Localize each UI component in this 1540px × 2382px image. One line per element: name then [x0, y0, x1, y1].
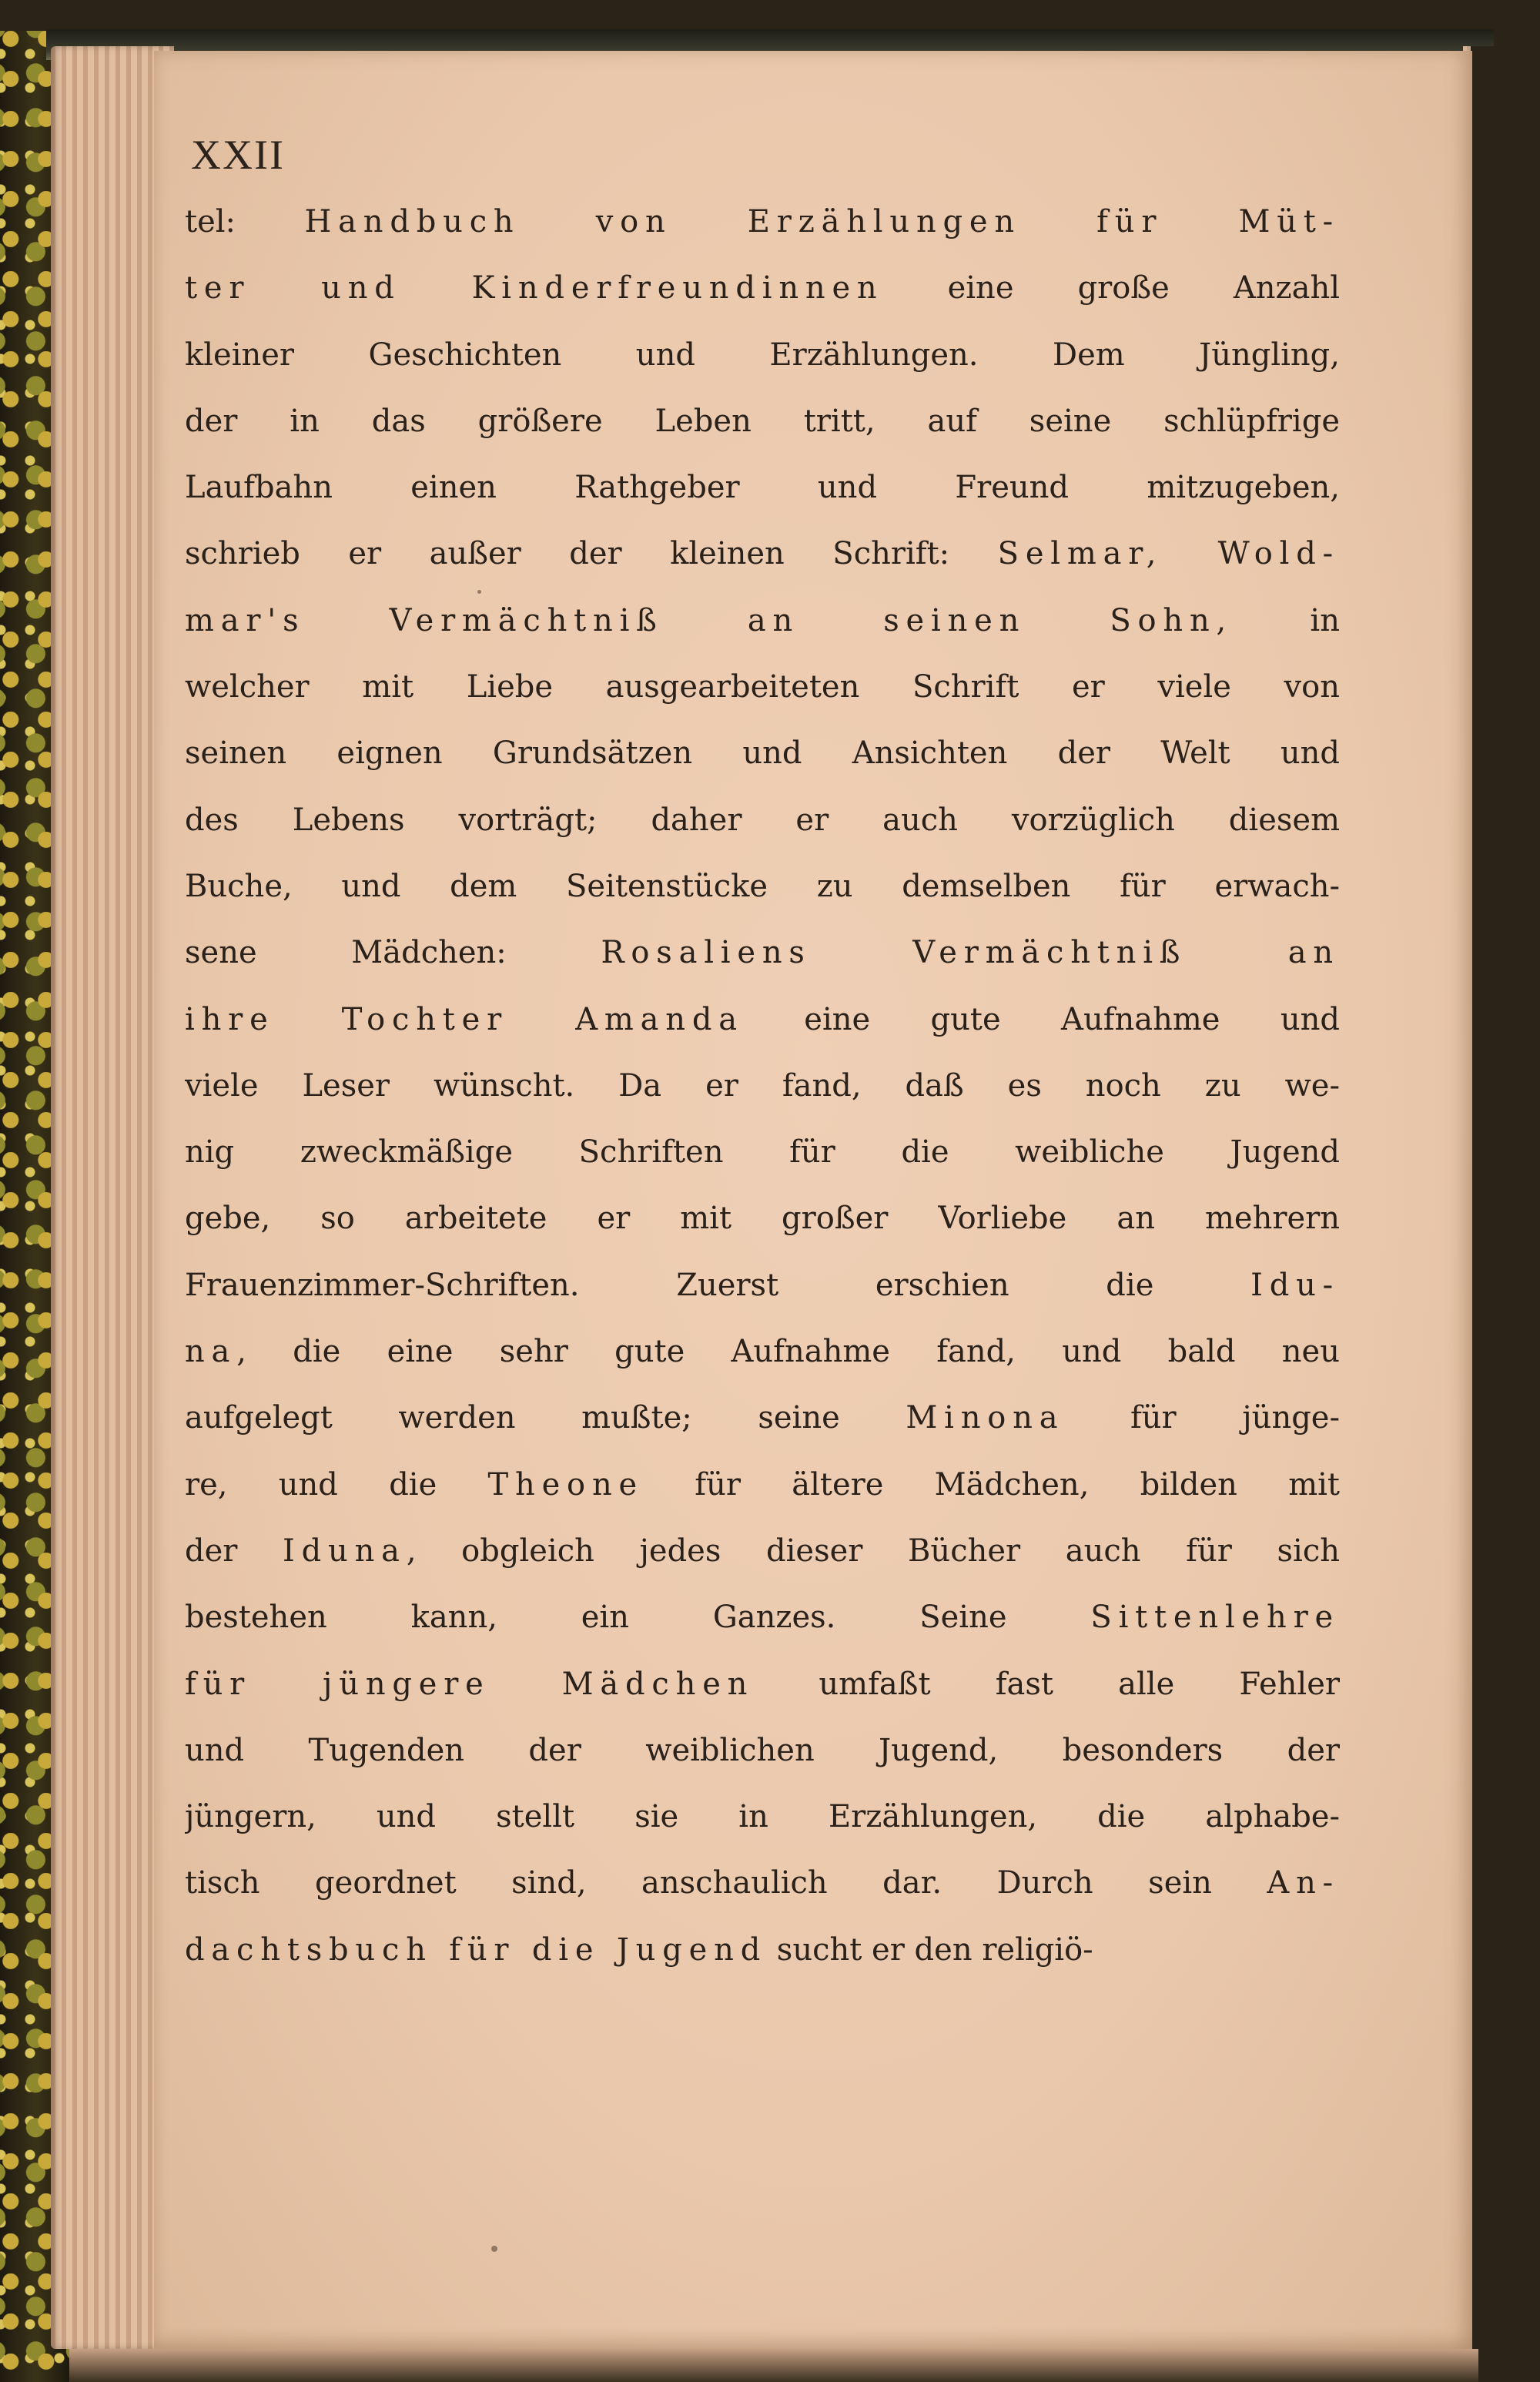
text-segment: in: [1233, 602, 1340, 638]
spaced-emphasis-text: Sittenlehre: [1090, 1600, 1340, 1636]
text-line: [185, 720, 1340, 786]
text-segment: , die eine sehr gute Aufnahme fand, und bald neu: [236, 1334, 1340, 1370]
text-segment: bestehen kann, ein Ganzes. Seine: [185, 1600, 1091, 1636]
text-line: [185, 1717, 1340, 1784]
text-line: [185, 1784, 1340, 1850]
text-line: [185, 588, 1340, 654]
text-segment: der: [185, 1533, 283, 1569]
page-number: XXII: [191, 132, 285, 178]
text-segment: tel:: [185, 204, 305, 240]
text-line: [185, 1185, 1340, 1251]
text-segment: , obgleich jedes dieser Bücher auch für sich: [406, 1533, 1340, 1569]
spaced-emphasis-text: ter und Kinderfreundinnen: [185, 270, 884, 307]
body-text: [185, 189, 1340, 1983]
text-line: [185, 1053, 1340, 1119]
spaced-emphasis-text: für jüngere Mädchen: [185, 1666, 755, 1702]
text-line: [185, 454, 1340, 521]
text-segment: eine große Anzahl: [883, 270, 1340, 307]
text-line: [185, 255, 1340, 321]
spaced-emphasis-text: mar's Vermächtniß an seinen Sohn,: [185, 602, 1234, 638]
text-segment: tisch geordnet sind, anschaulich dar. Durch sein: [185, 1865, 1267, 1901]
spaced-emphasis-text: An-: [1267, 1865, 1340, 1901]
text-segment: kleiner Geschichten und Erzählungen. Dem Jüngling,: [185, 337, 1340, 373]
text-line: [185, 853, 1340, 920]
text-line: [185, 1917, 1340, 1983]
text-line: [185, 1385, 1340, 1451]
text-segment: gebe, so arbeitete er mit großer Vorliebe an mehrern: [185, 1201, 1340, 1237]
spaced-emphasis-text: Minona: [906, 1400, 1065, 1436]
text-line: [185, 654, 1340, 720]
text-line: [185, 1119, 1340, 1185]
spaced-emphasis-text: Theone: [487, 1466, 644, 1503]
text-segment: nig zweckmäßige Schriften für die weibliche Jugend: [185, 1134, 1340, 1171]
text-line: [185, 1584, 1340, 1650]
text-segment: für ältere Mädchen, bilden mit: [643, 1466, 1340, 1503]
text-line: [185, 987, 1340, 1053]
text-segment: jüngern, und stellt sie in Erzählungen, die alphabe-: [185, 1799, 1340, 1835]
text-segment: schrieb er außer der kleinen Schrift:: [185, 536, 998, 572]
text-segment: aufgelegt werden mußte; seine: [185, 1400, 906, 1436]
text-segment: viele Leser wünscht. Da er fand, daß es noch zu we-: [185, 1067, 1340, 1104]
text-line: [185, 189, 1340, 255]
spaced-emphasis-text: Idu-: [1250, 1267, 1340, 1303]
text-segment: des Lebens vorträgt; daher er auch vorzüglich diesem: [185, 802, 1340, 838]
text-line: [185, 521, 1340, 587]
spaced-emphasis-text: Selmar, Wold-: [997, 536, 1340, 572]
text-line: [185, 1252, 1340, 1318]
text-segment: sene Mädchen:: [185, 935, 601, 971]
right-page-edges: [1463, 46, 1540, 2349]
text-line: [185, 322, 1340, 388]
spaced-emphasis-text: Handbuch von Erzählungen für Müt-: [304, 204, 1340, 240]
bottom-page-edge: [69, 2349, 1478, 2382]
text-segment: der in das größere Leben tritt, auf seine schlüpfrige: [185, 403, 1340, 439]
text-segment: und Tugenden der weiblichen Jugend, besonders der: [185, 1732, 1340, 1768]
text-line: [185, 1518, 1340, 1584]
text-segment: re, und die: [185, 1466, 488, 1503]
text-line: [185, 1850, 1340, 1916]
spaced-emphasis-text: Iduna: [283, 1533, 407, 1569]
text-line: [185, 920, 1340, 986]
spaced-emphasis-text: na: [185, 1334, 237, 1370]
text-segment: für jünge-: [1064, 1400, 1340, 1436]
text-line: [185, 1651, 1340, 1717]
text-line: [185, 1452, 1340, 1518]
ink-spot: [491, 2246, 497, 2252]
spaced-emphasis-text: dachtsbuch für die Jugend: [185, 1931, 768, 1968]
text-segment: Laufbahn einen Rathgeber und Freund mitzugeben,: [185, 470, 1340, 506]
spaced-emphasis-text: ihre Tochter Amanda: [185, 1001, 744, 1037]
spaced-emphasis-text: Rosaliens Vermächtniß an: [601, 935, 1340, 971]
text-segment: Buche, und dem Seitenstücke zu demselben für erwach-: [185, 868, 1340, 904]
text-segment: eine gute Aufnahme und: [743, 1001, 1340, 1037]
text-segment: umfaßt fast alle Fehler: [754, 1666, 1340, 1702]
text-segment: Frauenzimmer-Schriften. Zuerst erschien die: [185, 1267, 1251, 1303]
text-line: [185, 787, 1340, 853]
text-segment: seinen eignen Grundsätzen und Ansichten der Welt und: [185, 735, 1340, 772]
text-line: [185, 1318, 1340, 1385]
text-segment: sucht er den religiö-: [767, 1931, 1093, 1968]
text-line: [185, 388, 1340, 454]
text-segment: welcher mit Liebe ausgearbeiteten Schrift er viele von: [185, 669, 1340, 705]
